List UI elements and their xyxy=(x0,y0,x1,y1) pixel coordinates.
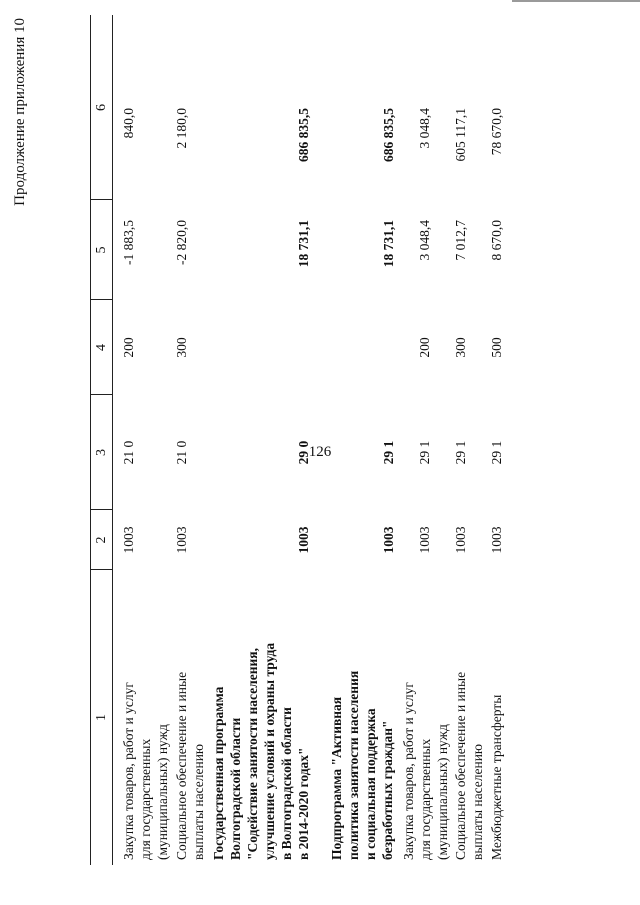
row-name-line: Волгоградской области xyxy=(228,717,243,860)
row-name-line: (муниципальных) нужд xyxy=(155,724,170,860)
row-target-code: 29 0 xyxy=(296,440,311,465)
row-section-code: 1003 xyxy=(417,526,432,554)
row-name-line: в Волгоградской области xyxy=(279,707,294,860)
row-total-amount: 3 048,4 xyxy=(417,108,432,149)
row-change-amount: -2 820,0 xyxy=(174,220,189,265)
row-total-amount: 840,0 xyxy=(121,108,136,139)
row-name-line: выплаты населению xyxy=(191,743,206,860)
row-expense-type: 300 xyxy=(453,337,468,358)
row-name-line: безработных граждан" xyxy=(380,720,395,860)
table-header-rule xyxy=(112,15,113,865)
row-name-line: Государственная программа xyxy=(211,686,226,860)
page-number: 126 xyxy=(308,444,332,460)
row-name-line: политика занятости населения xyxy=(346,670,361,860)
table-row-name xyxy=(120,570,171,860)
row-total-amount: 605 117,1 xyxy=(453,108,468,162)
row-name-line: (муниципальных) нужд xyxy=(435,724,450,860)
row-name-line: для государственных xyxy=(138,738,153,860)
row-section-code: 1003 xyxy=(296,526,311,554)
table-row-name xyxy=(210,570,312,860)
row-name-line: Закупка товаров, работ и услуг xyxy=(121,682,136,860)
row-change-amount: 3 048,4 xyxy=(417,220,432,261)
table-row-name xyxy=(173,570,207,860)
table-row-name xyxy=(488,570,505,860)
row-section-code: 1003 xyxy=(121,526,136,554)
row-target-code: 21 0 xyxy=(121,440,136,465)
row-target-code: 29 1 xyxy=(381,440,396,465)
row-name-line: улучшение условий и охраны труда xyxy=(262,642,277,860)
row-change-amount: 18 731,1 xyxy=(381,220,396,268)
column-header-3: 3 xyxy=(94,449,109,456)
row-name-line: "Содействие занятости населения, xyxy=(245,648,260,860)
column-header-5: 5 xyxy=(94,246,109,254)
row-total-amount: 686 835,5 xyxy=(381,108,396,162)
column-header-1: 1 xyxy=(94,714,109,721)
row-target-code: 29 1 xyxy=(417,440,432,465)
row-total-amount: 686 835,5 xyxy=(296,108,311,162)
row-section-code: 1003 xyxy=(489,526,504,554)
column-header-6: 6 xyxy=(94,104,109,111)
row-name-line: Социальное обеспечение и иные xyxy=(174,671,189,860)
row-expense-type: 200 xyxy=(417,337,432,358)
row-total-amount: 2 180,0 xyxy=(174,108,189,149)
table-row-name xyxy=(452,570,486,860)
row-change-amount: -1 883,5 xyxy=(121,220,136,265)
table-top-rule xyxy=(90,15,91,865)
row-name-line: Межбюджетные трансферты xyxy=(489,694,504,860)
row-name-line: выплаты населению xyxy=(470,743,485,860)
table-row-name xyxy=(400,570,451,860)
row-change-amount: 18 731,1 xyxy=(296,220,311,268)
row-name-line: для государственных xyxy=(418,738,433,860)
row-total-amount: 78 670,0 xyxy=(489,108,504,156)
row-section-code: 1003 xyxy=(381,526,396,554)
table-row-name xyxy=(328,570,396,860)
row-target-code: 29 1 xyxy=(453,440,468,465)
row-name-line: Закупка товаров, работ и услуг xyxy=(401,682,416,860)
row-expense-type: 300 xyxy=(174,337,189,358)
row-expense-type: 200 xyxy=(121,337,136,358)
row-name-line: и социальная поддержка xyxy=(363,708,378,860)
row-expense-type: 500 xyxy=(489,337,504,358)
row-section-code: 1003 xyxy=(174,526,189,554)
appendix-continuation-label: Продолжение приложения 10 xyxy=(12,18,28,206)
row-target-code: 21 0 xyxy=(174,440,189,465)
row-name-line: Социальное обеспечение и иные xyxy=(453,671,468,860)
column-header-4: 4 xyxy=(94,344,109,351)
row-change-amount: 7 012,7 xyxy=(453,220,468,261)
column-header-2: 2 xyxy=(94,536,109,544)
row-name-line: в 2014-2020 годах" xyxy=(296,747,311,860)
row-target-code: 29 1 xyxy=(489,440,504,465)
row-change-amount: 8 670,0 xyxy=(489,220,504,261)
row-section-code: 1003 xyxy=(453,526,468,554)
row-name-line: Подпрограмма "Активная xyxy=(329,696,344,860)
